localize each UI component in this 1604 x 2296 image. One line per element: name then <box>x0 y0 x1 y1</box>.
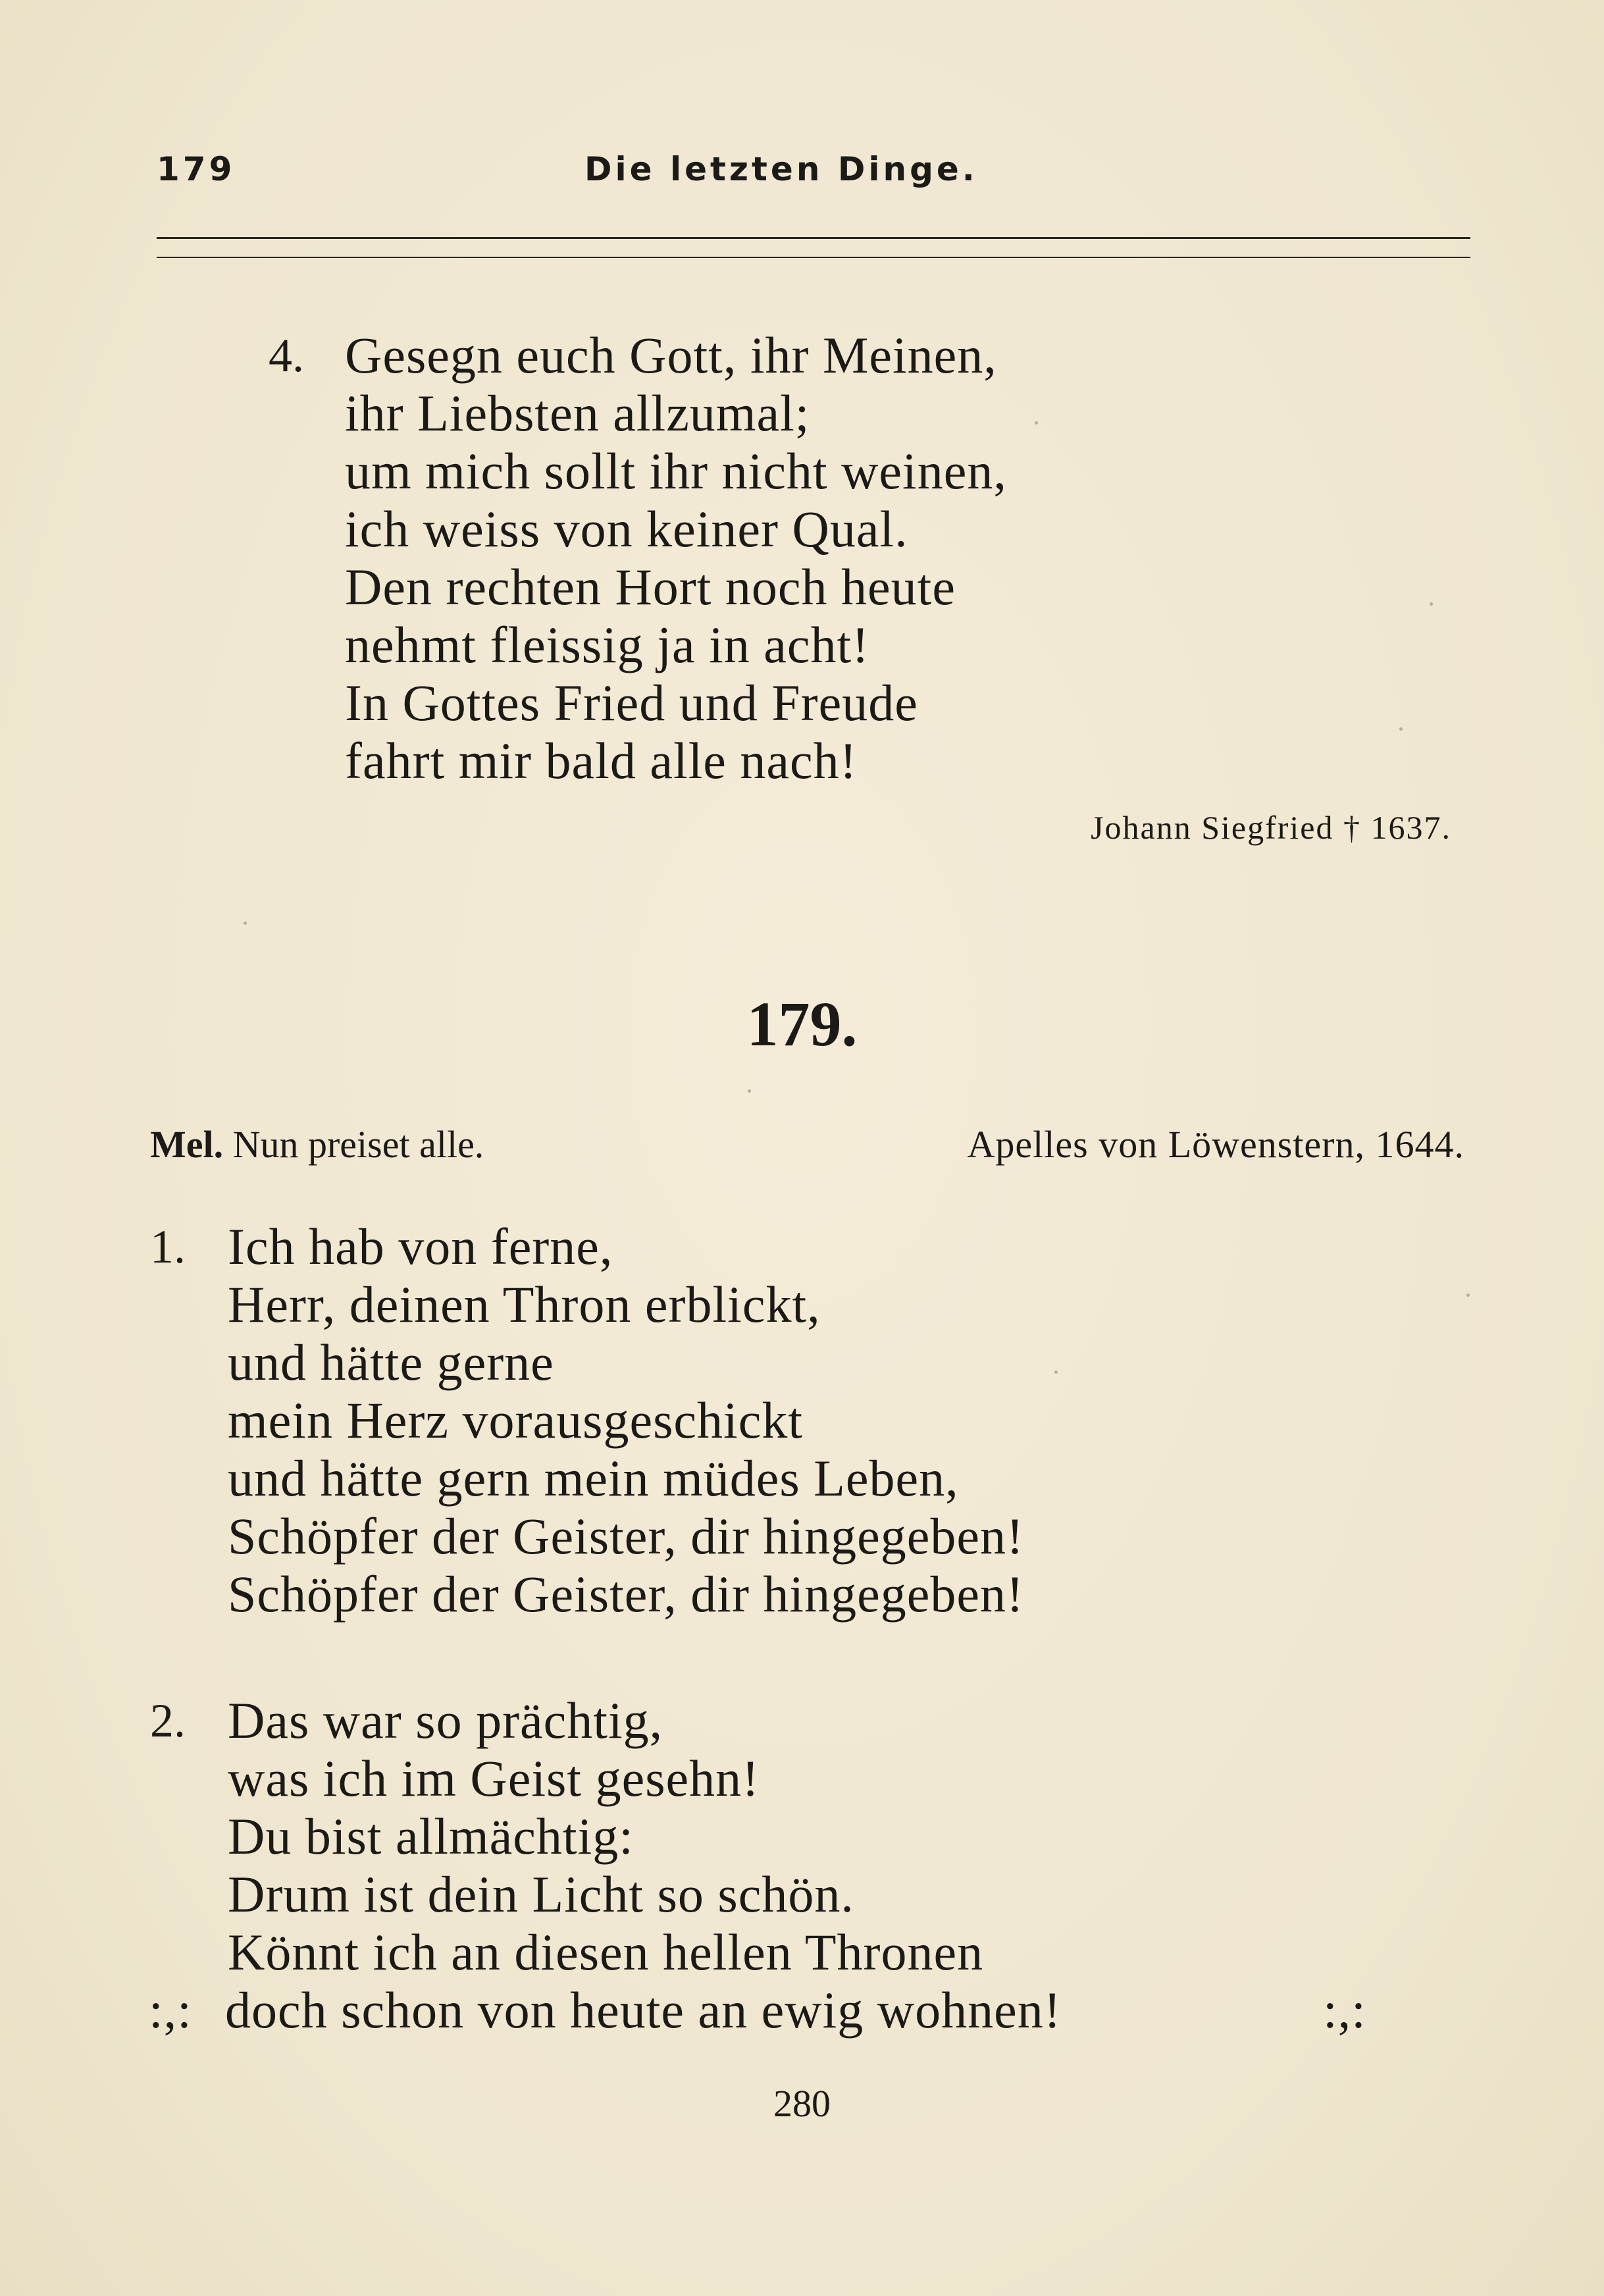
melody-line <box>150 1122 484 1166</box>
verse-line: In Gottes Fried und Freude <box>345 674 918 731</box>
verse-line: nehmt fleissig ja in acht! <box>345 616 870 673</box>
verse-line: Ich hab von ferne, <box>228 1218 613 1275</box>
verse-line: um mich sollt ihr nicht weinen, <box>345 442 1007 500</box>
verse-line-repeated: doch schon von heute an ewig wohnen! <box>225 1981 1062 2039</box>
hymn-author: Apelles von Löwenstern, 1644. <box>967 1123 1464 1166</box>
verse-line: Das war so prächtig, <box>228 1692 663 1749</box>
running-head <box>157 150 1470 203</box>
verse-line: und hätte gerne <box>228 1334 554 1391</box>
hymn-number: 179. <box>746 989 858 1059</box>
header-rule-top <box>157 237 1470 239</box>
verse-line: Herr, deinen Thron erblickt, <box>228 1276 821 1333</box>
verse-line: Den rechten Hort noch heute <box>345 558 956 615</box>
page-number: 280 <box>773 2082 831 2125</box>
running-head-title: Die letzten Dinge. <box>584 150 978 188</box>
verse-line: und hätte gern mein müdes Leben, <box>228 1449 959 1507</box>
verse-line: Drum ist dein Licht so schön. <box>228 1866 854 1923</box>
verse-line: Könnt ich an diesen hellen Thronen <box>228 1923 984 1981</box>
verse-line: fahrt mir bald alle nach! <box>345 732 858 789</box>
verse-line: Du bist allmächtig: <box>228 1808 634 1865</box>
author-attribution: Johann Siegfried † 1637. <box>1091 809 1451 846</box>
paper-speck <box>1466 1293 1470 1297</box>
verse-line: was ich im Geist gesehn! <box>228 1750 760 1807</box>
melody-name: Nun preiset alle. <box>232 1123 484 1166</box>
verse-line: ihr Liebsten allzumal; <box>345 384 810 442</box>
paper-speck <box>1399 727 1403 731</box>
paper-speck <box>748 1089 751 1093</box>
header-rule-bottom <box>157 257 1470 258</box>
paper-speck <box>1054 1370 1058 1374</box>
repeat-mark-open: :,: <box>149 1981 192 2039</box>
stanza-number: 4. <box>269 329 304 382</box>
verse-line: Schöpfer der Geister, dir hingegeben! <box>228 1565 1024 1623</box>
verse-line: Gesegn euch Gott, ihr Meinen, <box>345 326 997 384</box>
repeat-mark-close: :,: <box>1323 1981 1366 2039</box>
stanza-number: 2. <box>150 1694 186 1747</box>
verse-line: ich weiss von keiner Qual. <box>345 500 908 558</box>
paper-speck <box>244 922 247 925</box>
verse-line: Schöpfer der Geister, dir hingegeben! <box>228 1507 1024 1565</box>
verse-line: mein Herz vorausgeschickt <box>228 1392 804 1449</box>
melody-label: Mel. <box>150 1123 224 1166</box>
running-head-hymn-number: 179 <box>157 150 236 188</box>
stanza-number: 1. <box>150 1220 186 1273</box>
paper-speck <box>1430 602 1433 606</box>
paper-speck <box>1035 421 1038 425</box>
